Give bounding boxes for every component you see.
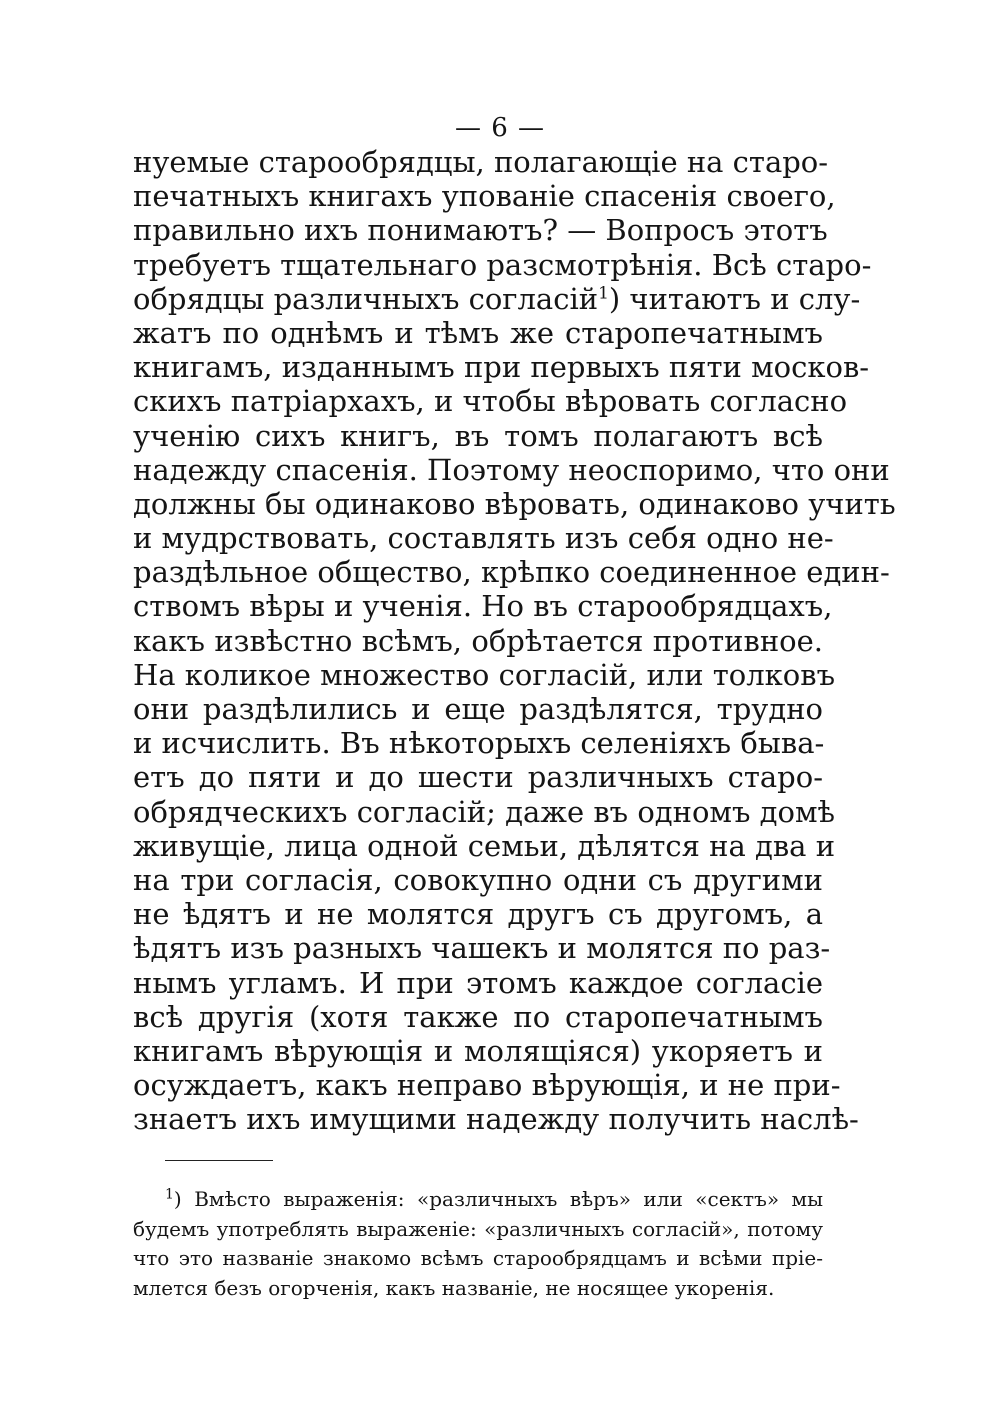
text-line: печатныхъ книгахъ упованіе спасенія своего, [133,179,836,214]
text-line: раздѣльное общество, крѣпко соединенное един- [133,555,890,590]
text-line: должны бы одинаково вѣровать, одинаково учить [133,486,896,521]
footnote-line [133,1185,823,1215]
text-line: всѣ другія (хотя также по старопечатнымъ [133,999,823,1034]
text-line: книгамъ вѣрующія и молящіяся) укоряетъ и [133,1033,823,1068]
main-text [133,145,896,1137]
text-line: нымъ угламъ. И при этомъ каждое согласіе [133,965,823,1000]
footnote-line: млется безъ огорченія, какъ названіе, не носящее укоренія. [133,1275,775,1300]
text-line: не ѣдятъ и не молятся другъ съ другомъ, а [133,897,823,932]
text-line: на три согласія, совокупно одни съ другими [133,862,823,897]
text-line: ствомъ вѣры и ученія. Но въ старообрядцахъ, [133,589,833,624]
text-line: и мудрствовать, составлять изъ себя одно не- [133,521,834,556]
text-line: живущіе, лица одной семьи, дѣлятся на два и [133,828,836,863]
text-line: ученію сихъ книгъ, въ томъ полагаютъ всѣ [133,418,823,453]
text-line: правильно ихъ понимаютъ? — Вопросъ этотъ [133,213,828,248]
text-line: жатъ по однѣмъ и тѣмъ же старопечатнымъ [133,315,823,350]
footnote-line-text: ) Вмѣсто выраженія: «различныхъ вѣръ» или «сектъ» мы [173,1187,823,1211]
footnote-mark: 1 [165,1186,174,1203]
footnote-reference: 1 [598,283,609,304]
text-line: обрядческихъ согласій; даже въ одномъ домѣ [133,794,836,829]
text-line: етъ до пяти и до шести различныхъ старо- [133,760,823,795]
footnote [133,1185,823,1303]
text-line: требуетъ тщательнаго разсмотрѣнія. Всѣ старо- [133,247,872,282]
text-line: знаетъ ихъ имущими надежду получить наслѣ- [133,1102,859,1137]
text-line: какъ извѣстно всѣмъ, обрѣтается противное. [133,623,823,658]
text-line: скихъ патріархахъ, и чтобы вѣровать согласно [133,384,848,419]
text-line: и исчислить. Въ нѣкоторыхъ селеніяхъ быва- [133,726,825,761]
footnote-divider [165,1160,273,1161]
text-line: осуждаетъ, какъ неправо вѣрующія, и не при- [133,1068,841,1103]
text-line: ѣдятъ изъ разныхъ чашекъ и молятся по раз- [133,931,831,966]
text-line: нуемые старообрядцы, полагающіе на старо- [133,145,829,179]
text-line: На коликое множество согласій, или толковъ [133,657,836,692]
text-line-part: обрядцы различныхъ согласій [133,281,599,316]
page-number: — 6 — [454,113,546,143]
text-line-part: ) читаютъ и слу- [608,281,861,316]
footnote-line: будемъ употреблять выраженіе: «различныхъ согласій», потому [133,1216,823,1241]
text-line: книгамъ, изданнымъ при первыхъ пяти москов- [133,350,870,385]
text-line [133,281,861,316]
text-line: надежду спасенія. Поэтому неоспоримо, что они [133,452,890,487]
text-line: они раздѣлились и еще раздѣлятся, трудно [133,692,823,726]
footnote-line: что это названіе знакомо всѣмъ старообрядцамъ и всѣми пріе- [133,1246,823,1270]
